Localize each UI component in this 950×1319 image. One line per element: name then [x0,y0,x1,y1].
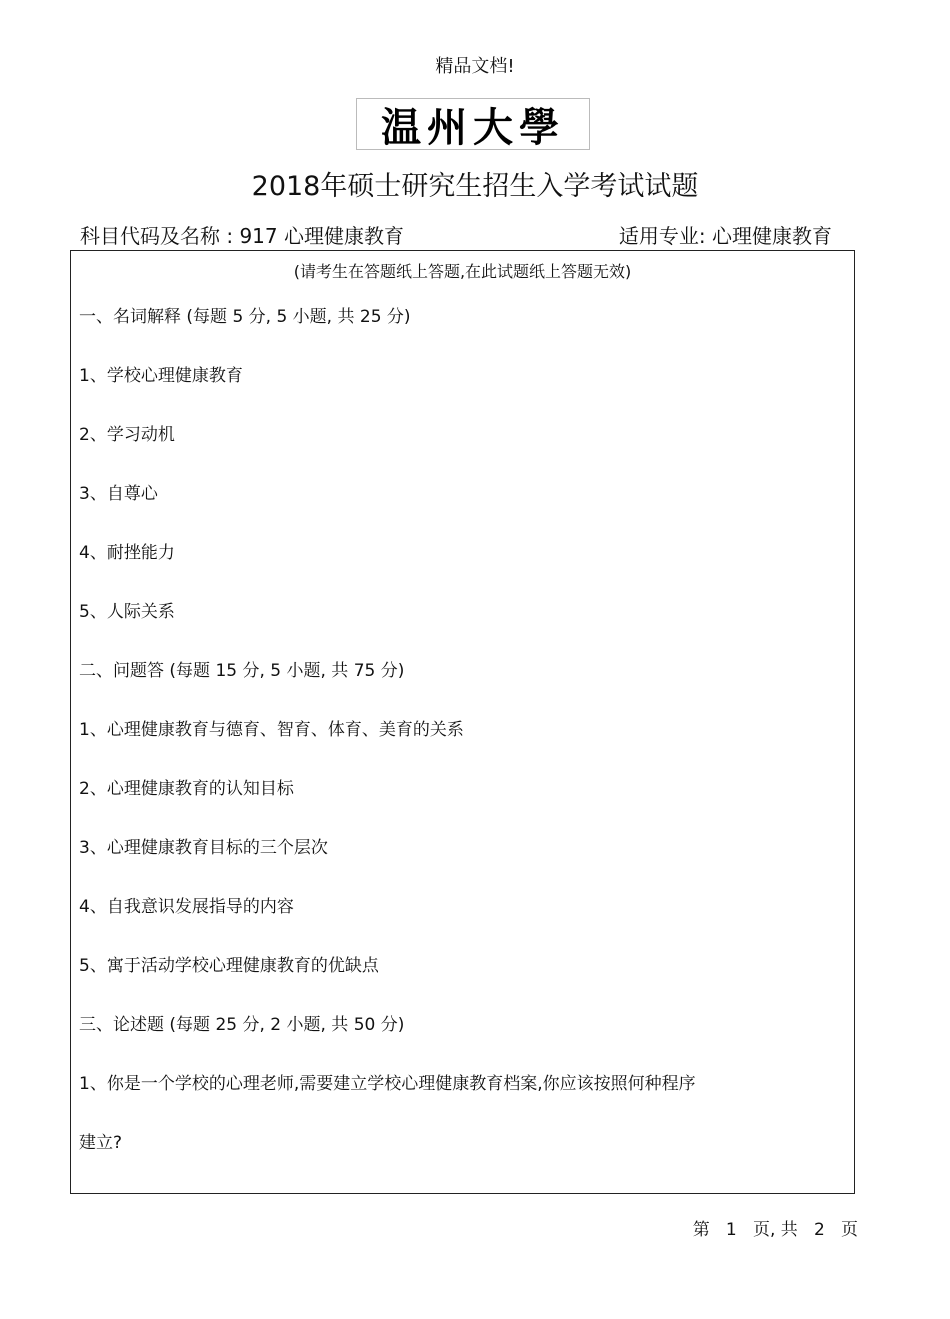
university-logo [356,98,590,150]
section-3-question-1-line-1: 1、你是一个学校的心理老师,需要建立学校心理健康教育档案,你应该按照何种程序 [79,1074,696,1094]
exam-title: 2018年硕士研究生招生入学考试试题 [251,171,699,202]
subject-line [80,220,832,249]
logo-text: 温州大學 [381,103,565,151]
section-1-question-5: 5、人际关系 [79,602,175,622]
section-1-question-1: 1、学校心理健康教育 [79,366,243,386]
section-1-question-2: 2、学习动机 [79,425,175,445]
section-2-question-5: 5、寓于活动学校心理健康教育的优缺点 [79,956,379,976]
answer-notice: (请考生在答题纸上答题,在此试题纸上答题无效) [293,262,632,281]
section-2-question-3: 3、心理健康教育目标的三个层次 [79,838,328,858]
section-1-question-3: 3、自尊心 [79,484,158,504]
section-2-question-4: 4、自我意识发展指导的内容 [79,897,294,917]
subject-code-name: 科目代码及名称 : 917 心理健康教育 [80,224,404,248]
section-2-question-1: 1、心理健康教育与德育、智育、体育、美育的关系 [79,720,464,740]
applicable-major: 适用专业: 心理健康教育 [618,224,832,248]
section-2-question-2: 2、心理健康教育的认知目标 [79,779,294,799]
section-3-question-1-line-2: 建立? [79,1133,123,1153]
section-1-title: 一、名词解释 (每题 5 分, 5 小题, 共 25 分) [79,307,411,327]
page-number: 第 1 页, 共 2 页 [692,1220,858,1240]
section-1-question-4: 4、耐挫能力 [79,543,175,563]
watermark-text: 精品文档! [435,56,515,77]
section-2-title: 二、问题答 (每题 15 分, 5 小题, 共 75 分) [79,661,405,681]
section-3-title: 三、论述题 (每题 25 分, 2 小题, 共 50 分) [79,1015,405,1035]
